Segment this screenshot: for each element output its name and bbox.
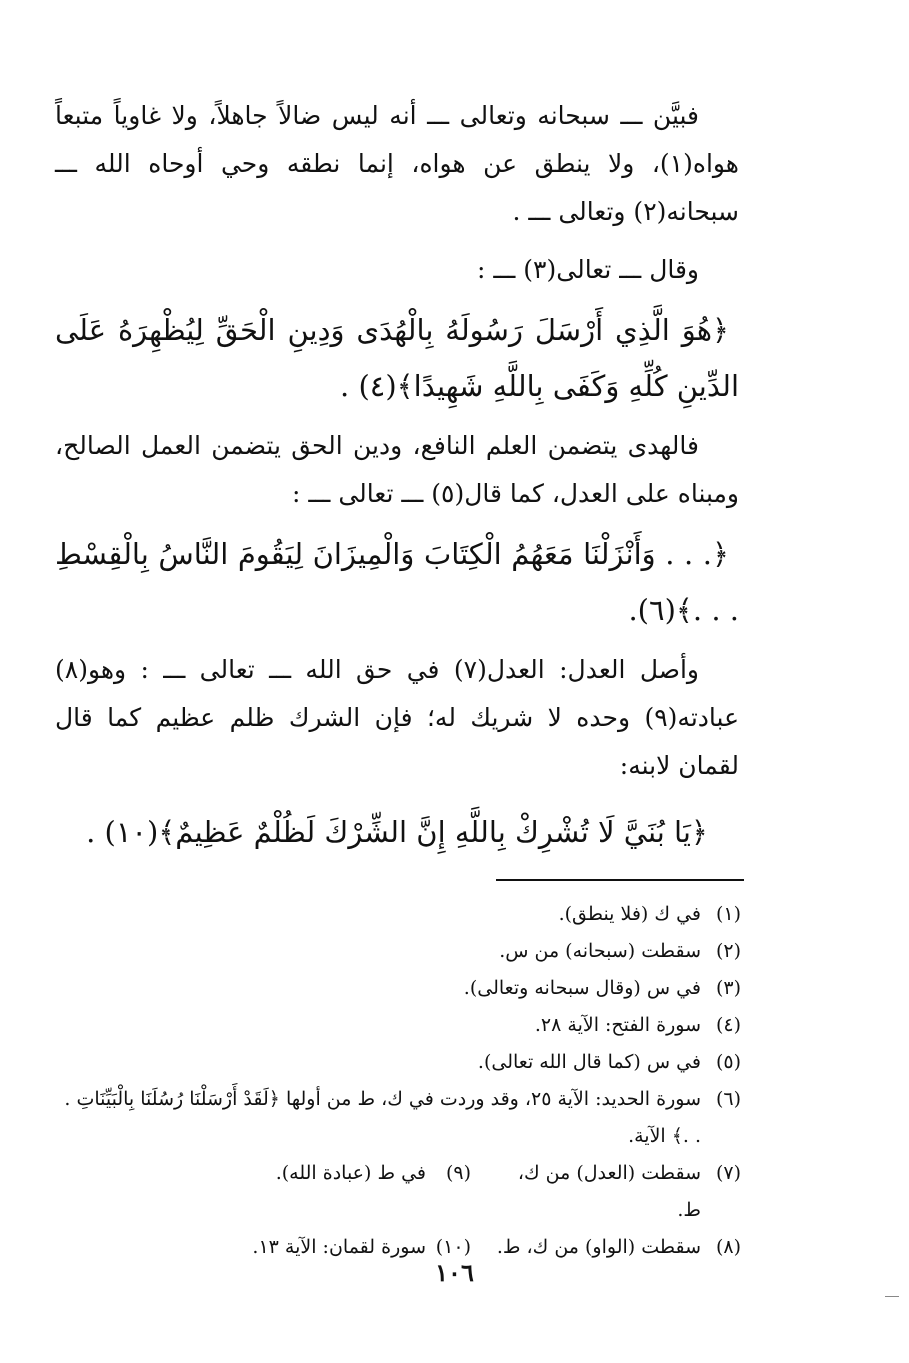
footnote-text: سقطت (سبحانه) من س. — [499, 940, 701, 962]
footnote-number: (٨) — [715, 1236, 741, 1258]
footnote-text: سقطت (الواو) من ك، ط. — [496, 1236, 701, 1258]
footnote-number: (٢) — [715, 940, 741, 962]
footnote-text: سقطت (العدل) من ك، ط. — [517, 1162, 701, 1221]
footnote-text: في س (كما قال الله تعالى). — [477, 1051, 701, 1073]
footnote-2 — [55, 933, 741, 970]
paragraph-1: فبيَّن ـــ سبحانه وتعالى ـــ أنه ليس ضالاً جاهلاً، ولا غاوياً متبعاً هواه(١)، ولا ينطق عن هواه، إنما نطقه وحي أوحاه الله ـــ سبحانه(٢) وتعالى ـــ . — [55, 101, 739, 226]
footnote-number: (١٠) — [435, 1236, 471, 1258]
paragraph-2: وقال ـــ تعالى(٣) ـــ : — [477, 255, 699, 284]
paragraph-4: وأصل العدل: العدل(٧) في حق الله ـــ تعالى ـــ : وهو(٨) عبادته(٩) وحده لا شريك له؛ فإن الشرك ظلم عظيم كما قال لقمان لابنه: — [55, 655, 739, 780]
footnote-text: في ط (عبادة الله). — [275, 1162, 426, 1184]
paragraph-3: فالهدى يتضمن العلم النافع، ودين الحق يتضمن العمل الصالح، ومبناه على العدل، كما قال(٥) ـــ تعالى ـــ : — [55, 431, 739, 508]
footnote-1 — [55, 896, 741, 933]
footnote-4 — [55, 1007, 741, 1044]
footnote-text: سورة الفتح: الآية ٢٨. — [534, 1014, 701, 1036]
footnote-number: (٥) — [715, 1051, 741, 1073]
quran-verse-2: ﴿. . . وَأَنْزَلْنَا مَعَهُمُ الْكِتَابَ وَالْمِيزَانَ لِيَقُومَ النَّاسُ بِالْقِسْطِ . . .﴾(٦). — [55, 537, 739, 627]
footnote-text: سورة لقمان: الآية ١٣. — [252, 1236, 426, 1258]
footnote-number: (٦) — [715, 1088, 741, 1110]
footnote-number: (٧) — [715, 1162, 741, 1184]
footnote-text: سورة الحديد: الآية ٢٥، وقد وردت في ك، ط من أولها ﴿لَقَدْ أَرْسَلْنَا رُسُلَنَا بِالْبَيِّنَاتِ . . .﴾ الآية. — [64, 1088, 701, 1147]
footnote-5 — [55, 1044, 741, 1081]
main-text — [55, 92, 739, 860]
footnote-number: (٣) — [715, 977, 741, 999]
footnote-text: في ك (فلا ينطق). — [558, 903, 701, 925]
footnote-7 — [491, 1155, 741, 1229]
footnote-divider — [496, 879, 744, 881]
footnote-number: (٩) — [445, 1162, 471, 1184]
footnotes — [55, 896, 741, 1266]
footnote-9 — [276, 1155, 471, 1229]
footnote-number: (٤) — [715, 1014, 741, 1036]
quran-verse-3: ﴿يَا بُنَيَّ لَا تُشْرِكْ بِاللَّهِ إِنَّ الشِّرْكَ لَظُلْمٌ عَظِيمٌ﴾(١٠) . — [86, 815, 708, 849]
page-number: ١٠٦ — [435, 1258, 474, 1287]
footnote-number: (١) — [715, 903, 741, 925]
footnote-6 — [55, 1081, 741, 1155]
quran-verse-1: ﴿هُوَ الَّذِي أَرْسَلَ رَسُولَهُ بِالْهُدَى وَدِينِ الْحَقِّ لِيُظْهِرَهُ عَلَى الدِّينِ كُلِّهِ وَكَفَى بِاللَّهِ شَهِيدًا﴾(٤) . — [55, 313, 739, 403]
scan-edge-mark — [885, 1296, 899, 1297]
footnote-text: في س (وقال سبحانه وتعالى). — [463, 977, 701, 999]
footnote-row-7-9 — [55, 1155, 741, 1229]
footnote-3 — [55, 970, 741, 1007]
